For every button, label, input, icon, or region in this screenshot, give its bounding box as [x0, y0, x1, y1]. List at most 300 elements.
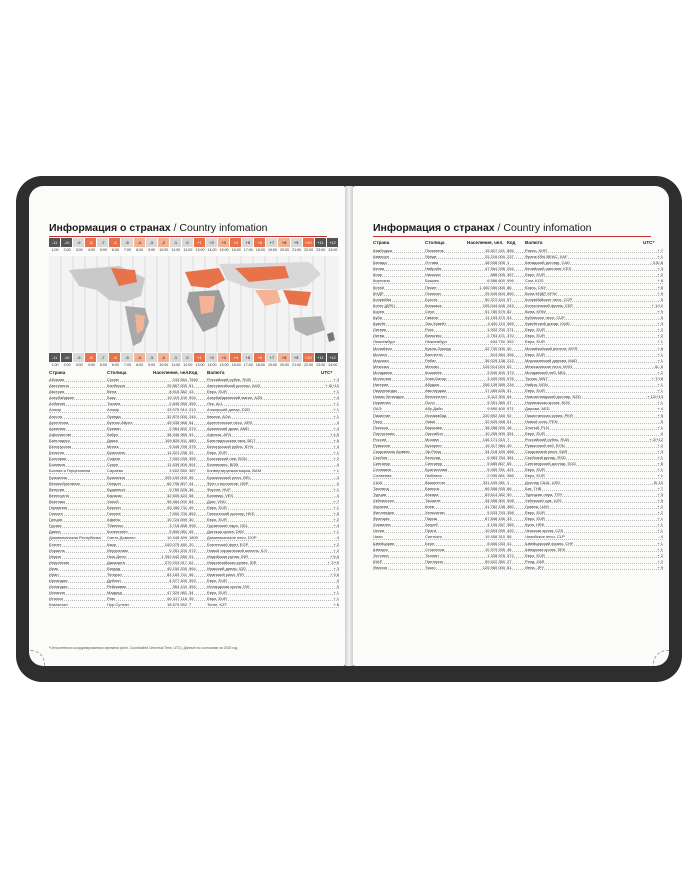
tz-offset-cell: -9: [73, 353, 85, 362]
population-cell: 10 724 599: [166, 517, 187, 523]
currency-cell: Датская крона, DKK: [207, 529, 245, 535]
tz-time-label: 23:00: [316, 248, 326, 252]
currency-cell: Иена, JPY: [525, 564, 545, 570]
tz-time-label: 1:00: [51, 363, 59, 367]
country-cell: Египет: [49, 541, 62, 547]
tz-time-label: 16:00: [231, 248, 241, 252]
currency-cell: Куна, HRK: [525, 522, 545, 528]
tz-time-label: 13:00: [195, 248, 205, 252]
capital-cell: Осло: [425, 400, 435, 406]
currency-cell: Евро, EUR: [525, 430, 545, 436]
utc-cell: + 2: [657, 558, 663, 564]
utc-cell: + 1: [657, 388, 663, 394]
population-cell: 41 762 138: [484, 503, 505, 509]
capital-cell: Мехико: [425, 363, 439, 369]
country-cell: Бангладеш: [49, 437, 70, 443]
capital-cell: Рига: [425, 327, 434, 333]
population-cell: 19 317 984: [484, 443, 505, 448]
population-cell: 169 828 911: [165, 437, 187, 443]
capital-cell: Кабул: [107, 431, 119, 437]
tz-time-label: 9:00: [148, 363, 156, 367]
population-cell: 209 100 000: [164, 474, 187, 480]
right-page-title: [373, 222, 592, 234]
utc-cell: - 5/-10: [651, 479, 663, 485]
country-cell: Дания: [49, 529, 61, 535]
country-cell: Камбоджа: [373, 248, 392, 253]
population-cell: 51 780 579: [484, 308, 505, 314]
currency-cell: Евро, EUR: [525, 272, 545, 278]
population-cell: 34 558 900: [484, 497, 505, 503]
currency-cell: Норвежская крона, NOK: [525, 400, 571, 406]
capital-cell: Гонконг: [107, 511, 122, 517]
country-cell: Великобритания: [49, 480, 80, 486]
tz-offset-cell: 0: [182, 238, 194, 247]
country-cell: Германия: [49, 504, 67, 510]
country-cell: Бельгия: [49, 450, 64, 456]
tz-time-label: 22:00: [304, 363, 314, 367]
country-cell: Конго (ДРК): [373, 302, 395, 308]
tz-time-label: 6:00: [111, 363, 119, 367]
utc-cell: + 1: [333, 389, 339, 395]
tz-time-label: 19:00: [267, 363, 277, 367]
tz-offset-cell: +6: [254, 238, 266, 247]
tz-time-label: 6:00: [111, 248, 119, 252]
currency-cell: Турецкая лира, TRY: [525, 491, 563, 497]
utc-cell: + 1: [657, 522, 663, 528]
right-corner-stitch: [653, 650, 669, 666]
capital-cell: Рейкьявик: [107, 584, 127, 590]
tz-time-label: 11:00: [171, 248, 181, 252]
utc-cell: + 4: [333, 523, 339, 529]
country-cell: Алжир: [49, 407, 62, 413]
utc-cell: + 4: [333, 425, 339, 431]
population-cell: 5 806 081: [169, 529, 187, 535]
tz-time-label: 16:00: [231, 363, 241, 367]
left-title-bold: Информация о странах: [49, 222, 171, 234]
tz-offset-cell: -6: [109, 353, 121, 362]
country-cell: Афганистан: [49, 431, 72, 437]
population-cell: 59 622 350: [484, 558, 505, 564]
utc-cell: - 4: [658, 534, 663, 540]
utc-cell: - 5: [658, 315, 663, 321]
population-cell: 25 867 000: [166, 383, 187, 389]
capital-cell: Луанда: [107, 413, 121, 419]
code-cell: 86: [507, 284, 512, 290]
code-cell: 7840: [189, 377, 198, 382]
country-cell: Латвия: [373, 327, 387, 333]
utc-cell: + 1: [657, 546, 663, 552]
currency-cell: Евро, EUR: [207, 590, 227, 596]
capital-cell: Белград: [425, 455, 441, 461]
capital-cell: Пекин: [425, 284, 437, 290]
currency-cell: Гонконгский доллар, HKD: [207, 511, 255, 517]
code-cell: 53: [507, 315, 512, 321]
capital-cell: Пхеньян: [425, 290, 441, 296]
timezone-offsets-top: [49, 238, 339, 247]
utc-cell: + 2: [333, 547, 339, 553]
country-cell: Хорватия: [373, 522, 391, 528]
utc-cell: + 1: [657, 400, 663, 406]
country-cell: Албания: [49, 401, 66, 407]
capital-cell: Братислава: [425, 467, 447, 473]
code-cell: 234: [507, 382, 514, 388]
utc-cell: + 1: [657, 528, 663, 534]
country-cell: Молдавия: [373, 369, 392, 375]
capital-cell: Прага: [425, 528, 436, 534]
tz-time-label: 2:00: [63, 248, 71, 252]
country-cell: Финляндия: [373, 510, 394, 516]
code-cell: 380: [507, 503, 514, 509]
population-cell: 11 639 909: [167, 462, 187, 468]
currency-cell: Египетский фунт, EGP: [207, 541, 249, 547]
capital-cell: Брюссель: [107, 450, 126, 456]
country-cell: Израиль: [49, 547, 65, 553]
country-cell: Киргизия: [373, 278, 390, 284]
population-cell: 9 890 400: [487, 406, 505, 412]
utc-cell: + 7: [657, 485, 663, 491]
country-cell: Мальта: [373, 351, 387, 357]
country-cell: Италия: [49, 596, 63, 602]
country-cell: Армения: [49, 425, 66, 431]
utc-cell: + 3: [333, 377, 339, 382]
capital-cell: Тегеран: [107, 572, 122, 577]
utc-cell: + 1: [657, 473, 663, 479]
code-cell: 356: [507, 351, 514, 357]
code-cell: 591: [189, 462, 196, 468]
currency-cell: Евро, EUR: [207, 450, 227, 456]
capital-cell: Бангкок: [425, 485, 440, 491]
currency-cell: Иракский динар, IQD: [207, 565, 247, 571]
tz-time-label: 20:00: [280, 363, 290, 367]
population-cell: 1 328 976: [487, 552, 505, 558]
currency-cell: Узбекский сум, UZS: [525, 497, 562, 503]
currency-cell: Гривна, UAH: [525, 503, 549, 509]
utc-cell: - 6/- 8: [652, 363, 663, 369]
code-cell: 43: [189, 389, 194, 395]
population-cell: 146 171 015: [482, 436, 505, 442]
code-cell: 351: [507, 430, 514, 436]
currency-cell: Евро, EUR: [525, 339, 545, 345]
country-cell: Сингапур: [373, 461, 391, 467]
country-cell: Доминиканская Республика: [49, 535, 101, 541]
code-cell: 7: [189, 602, 192, 608]
country-cell: Литва: [373, 333, 384, 339]
population-cell: 4 420 110: [487, 321, 505, 327]
capital-cell: Санто-Доминго: [107, 535, 136, 541]
right-header-country: Страна: [373, 240, 390, 245]
population-cell: 220 892 340: [482, 412, 505, 418]
capital-cell: Богота: [425, 296, 438, 302]
population-cell: 83 614 362: [484, 491, 505, 497]
code-cell: 20: [189, 541, 194, 547]
population-cell: 47 329 981: [166, 590, 187, 596]
tz-time-label: 22:00: [304, 248, 314, 252]
currency-cell: Бат, THB: [525, 485, 542, 491]
tz-offset-cell: +10: [303, 238, 315, 247]
tz-time-label: 12:00: [183, 248, 193, 252]
tz-offset-cell: +7: [266, 238, 278, 247]
code-cell: 54: [189, 419, 194, 425]
country-cell: Россия: [373, 436, 387, 442]
country-cell: Украина: [373, 503, 389, 509]
code-cell: 92: [507, 412, 512, 418]
population-cell: 6 963 764: [487, 455, 505, 461]
currency-cell: Евро, EUR: [525, 333, 545, 339]
population-cell: 32 870 000: [166, 413, 187, 419]
utc-cell: + 3: [657, 266, 663, 272]
code-cell: 850: [507, 290, 514, 296]
utc-cell: + 3,5: [329, 572, 339, 577]
currency-cell: Новый соль, PEN: [525, 418, 558, 424]
country-cell: Япония: [373, 564, 387, 570]
code-cell: 386: [507, 473, 514, 479]
capital-cell: Канберра: [107, 383, 125, 389]
country-cell: Словакия: [373, 467, 391, 473]
country-cell: Норвегия: [373, 400, 391, 406]
code-cell: 353: [189, 578, 196, 584]
tz-offset-cell: +5: [242, 238, 254, 247]
tz-offset-cell: +12: [327, 238, 339, 247]
currency-cell: Конвертируемая марка, BAM: [207, 468, 262, 474]
tz-offset-cell: -1: [170, 353, 182, 362]
capital-cell: Будапешт: [107, 486, 126, 492]
world-timezone-map: [49, 256, 339, 352]
tz-offset-cell: +12: [327, 353, 339, 362]
country-cell: Казахстан: [49, 602, 68, 608]
capital-cell: Никосия: [425, 272, 441, 278]
capital-cell: Абуджа: [425, 382, 439, 388]
population-cell: 11 193 470: [485, 315, 505, 321]
tz-offset-cell: -2: [158, 353, 170, 362]
capital-cell: Загреб: [425, 522, 438, 528]
country-cell: Грузия: [49, 523, 62, 529]
utc-cell: + 7/+9: [327, 559, 339, 565]
currency-cell: Российский рубль, RUB: [207, 377, 251, 382]
population-cell: 2 640 400: [487, 369, 505, 375]
left-corner-stitch: [29, 650, 45, 666]
tz-offset-cell: -10: [61, 353, 73, 362]
tz-time-label: 24:00: [328, 248, 338, 252]
capital-cell: Сухум: [107, 377, 119, 382]
utc-cell: + 3: [333, 565, 339, 571]
code-cell: 964: [189, 565, 196, 571]
code-cell: 40: [507, 443, 512, 448]
code-cell: 381: [507, 455, 514, 461]
left-title-rest: / Country infomation: [170, 222, 268, 234]
currency-cell: Евро, EUR: [525, 327, 545, 333]
utc-cell: + 1: [333, 486, 339, 492]
country-cell: Ирландия: [49, 578, 68, 584]
capital-cell: Сараево: [107, 468, 124, 474]
population-cell: 4 977 400: [169, 578, 187, 584]
capital-cell: Джакарта: [107, 559, 125, 565]
capital-cell: Куала-Лумпур: [425, 345, 452, 351]
population-cell: 634 730: [490, 339, 505, 345]
capital-cell: Лиссабон: [425, 430, 443, 436]
capital-cell: Киев: [425, 503, 434, 509]
country-cell: Вьетнам: [49, 498, 65, 504]
capital-cell: Берлин: [107, 504, 121, 510]
capital-cell: Хельсинки: [425, 510, 445, 516]
tz-offset-cell: -6: [109, 238, 121, 247]
utc-cell: + 2: [657, 327, 663, 333]
utc-cell: 0: [336, 480, 339, 486]
population-cell: 96 484 000: [166, 498, 187, 504]
capital-cell: Варшава: [425, 424, 442, 430]
right-header-utc: UTC*: [643, 240, 655, 245]
code-cell: 237: [507, 254, 514, 260]
tz-offset-cell: -11: [49, 238, 61, 247]
tz-offset-cell: +4: [230, 238, 242, 247]
right-header-capital: Столица: [425, 240, 445, 245]
code-cell: 370: [507, 333, 514, 339]
population-cell: 10 693 939: [484, 528, 505, 534]
code-cell: 64: [507, 394, 512, 400]
capital-cell: Сеул: [425, 308, 435, 314]
tz-offset-cell: -7: [97, 353, 109, 362]
code-cell: 51: [507, 418, 512, 424]
utc-cell: + 1: [333, 596, 339, 602]
tz-offset-cell: -5: [121, 238, 133, 247]
population-cell: 100 075 480: [164, 541, 187, 547]
tz-time-label: 3:00: [75, 363, 83, 367]
country-cell: Швеция: [373, 546, 388, 552]
code-cell: 7: [507, 436, 510, 442]
code-cell: 358: [507, 510, 514, 516]
tz-time-label: 7:00: [124, 363, 131, 367]
tz-time-label: 23:00: [316, 363, 326, 367]
population-cell: 9 251 200: [169, 547, 187, 553]
utc-cell: + 6: [657, 278, 663, 284]
tz-offset-cell: +3: [218, 238, 230, 247]
utc-cell: + 7: [657, 248, 663, 253]
utc-cell: + 2: [333, 541, 339, 547]
utc-cell: + 9: [657, 308, 663, 314]
currency-cell: Пакистанская рупия, PKR: [525, 412, 573, 418]
capital-cell: Эр-Рияд: [425, 449, 441, 455]
country-cell: КНДР: [373, 290, 384, 296]
notebook-spine: [345, 186, 353, 666]
country-cell: Исландия: [49, 584, 68, 590]
tz-offset-cell: +1: [194, 238, 206, 247]
country-cell: Куба: [373, 315, 382, 321]
tz-time-label: 11:00: [171, 363, 181, 367]
country-cell: Нигерия: [373, 382, 389, 388]
code-cell: 372: [507, 552, 514, 558]
utc-cell: 0: [336, 578, 339, 584]
capital-cell: Афины: [107, 517, 121, 523]
currency-cell: Тенге, KZT: [207, 602, 228, 608]
currency-cell: Евро, EUR: [207, 504, 227, 510]
utc-cell: + 2: [657, 443, 663, 448]
tz-time-label: 8:00: [136, 363, 144, 367]
tz-time-label: 18:00: [255, 363, 265, 367]
country-cell: Перу: [373, 418, 383, 424]
capital-cell: Гавана: [425, 315, 438, 321]
capital-cell: Оттава: [425, 260, 439, 266]
tz-offset-cell: +8: [278, 353, 290, 362]
right-country-table: [373, 248, 663, 571]
code-cell: 212: [507, 357, 514, 363]
country-cell: Ангола: [49, 413, 62, 419]
capital-cell: Ханой: [107, 498, 119, 504]
population-cell: 60 317 116: [167, 596, 187, 602]
population-cell: 19 458 310: [484, 534, 505, 540]
country-cell: Греция: [49, 517, 63, 523]
code-cell: 855: [507, 248, 514, 253]
code-cell: 213: [189, 407, 196, 413]
capital-cell: Сантьяго: [425, 534, 443, 540]
code-cell: 966: [507, 449, 514, 455]
population-cell: 8 606 033: [487, 540, 505, 546]
code-cell: 41: [507, 540, 512, 546]
capital-cell: Таллин: [425, 552, 439, 558]
currency-cell: Канадский доллар, CAD: [525, 260, 570, 266]
country-cell: Иран: [49, 572, 59, 577]
capital-cell: Анкара: [425, 491, 439, 497]
population-cell: 1 902 700: [487, 327, 505, 333]
utc-cell: + 1: [657, 467, 663, 473]
code-cell: 47: [507, 400, 512, 406]
utc-cell: + 2/+12: [649, 436, 663, 442]
code-cell: 30: [189, 517, 194, 523]
population-cell: 40 150 200: [166, 565, 187, 571]
population-cell: 43 975 914: [166, 407, 187, 413]
currency-cell: Лек, ALL: [207, 401, 223, 407]
population-cell: 1 400 050 000: [479, 284, 505, 290]
currency-cell: Риель, KHR: [525, 248, 548, 253]
population-cell: 2 793 471: [487, 333, 505, 339]
country-cell: Мексика: [373, 363, 389, 369]
utc-cell: + 2: [333, 517, 339, 523]
population-cell: 10 379 295: [484, 546, 505, 552]
utc-cell: + 2: [657, 272, 663, 278]
timezone-times-top: [49, 248, 339, 252]
population-cell: 10 448 499: [166, 535, 187, 541]
code-cell: 244: [189, 413, 196, 419]
code-cell: 371: [507, 327, 514, 333]
tz-time-label: 20:00: [280, 248, 290, 252]
country-cell: Кувейт: [373, 321, 386, 327]
utc-cell: + 1: [657, 254, 663, 260]
population-cell: 126 014 024: [482, 363, 505, 369]
currency-cell: Евро, EUR: [207, 517, 227, 523]
utc-cell: 0: [336, 584, 339, 590]
code-cell: 1: [507, 479, 510, 485]
code-cell: 373: [507, 369, 514, 375]
currency-cell: Евро, EUR: [525, 510, 545, 516]
population-cell: 32 730 000: [484, 345, 505, 351]
utc-cell: + 8: [333, 511, 339, 517]
utc-cell: + 9: [657, 564, 663, 570]
tz-offset-cell: -3: [146, 353, 158, 362]
tz-offset-cell: +2: [206, 353, 218, 362]
timezone-times-bottom: [49, 363, 339, 367]
population-cell: 38 346 965: [166, 431, 187, 437]
tz-offset-cell: -10: [61, 238, 73, 247]
currency-cell: Бразильский реал, BRL: [207, 474, 251, 480]
code-cell: 994: [189, 395, 196, 401]
code-cell: 971: [507, 406, 514, 412]
capital-cell: Каракас: [107, 492, 123, 498]
capital-cell: Баку: [107, 395, 116, 401]
currency-cell: Болгарский лев, BGN: [207, 456, 247, 462]
code-cell: 996: [507, 278, 514, 284]
utc-cell: + 1: [657, 455, 663, 461]
population-cell: 3 502 550: [169, 468, 187, 474]
currency-cell: Малайзийский ринггит, MYR: [525, 345, 578, 351]
code-cell: 972: [189, 547, 196, 553]
